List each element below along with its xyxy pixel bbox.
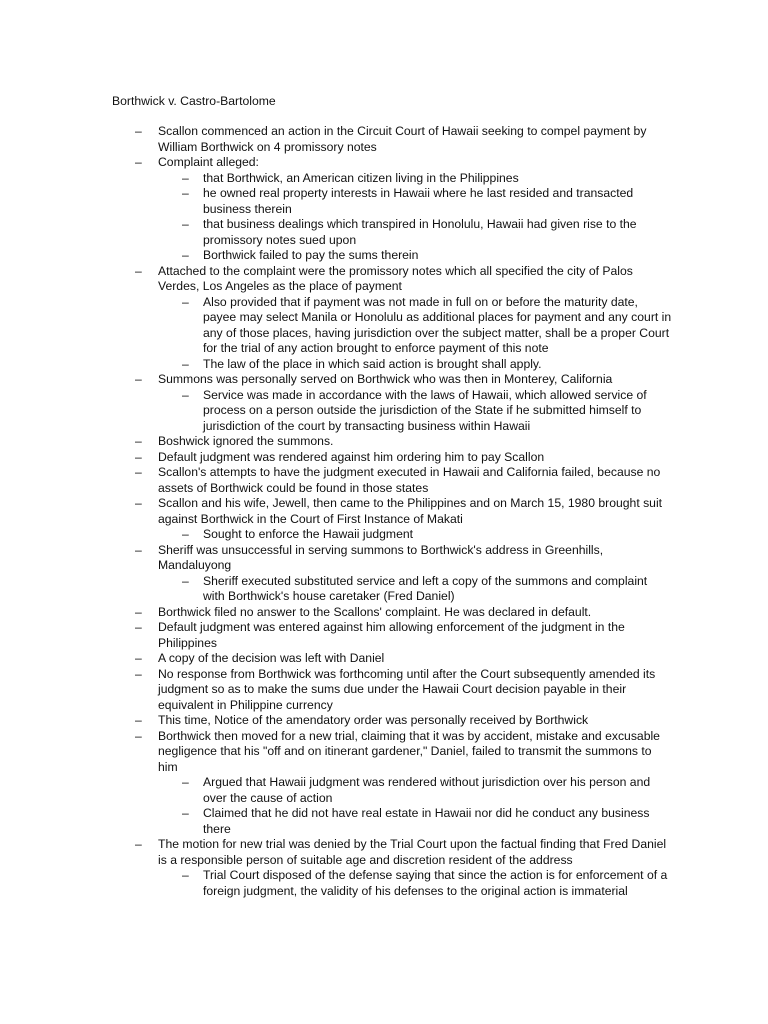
bullet-dash: – [182,573,189,588]
list-item-text: Scallon commenced an action in the Circuit Court of Hawaii seeking to compel payment by William Borthwick on 4 promissory notes [158,124,647,154]
list-item-text: Borthwick then moved for a new trial, claiming that it was by accident, mistake and excusable negligence that his "off and on itinerant gardener," Daniel, failed to transmit the summons to him [158,728,660,774]
list-item-text: Claimed that he did not have real estate in Hawaii nor did he conduct any business there [203,806,650,836]
list-item [112,124,672,155]
list-item-text: Trial Court disposed of the defense saying that since the action is for enforcement of a foreign judgment, the validity of his defenses to the original action is immaterial [203,868,668,898]
list-item [112,372,672,388]
list-item-text: Default judgment was entered against him allowing enforcement of the judgment in the Philippines [158,620,625,650]
sub-list-item [112,357,672,373]
sub-list-item [112,574,672,605]
notes-list [112,124,672,899]
list-item-text: A copy of the decision was left with Daniel [158,651,385,665]
list-item-text: Sheriff executed substituted service and left a copy of the summons and complaint with Borthwick's house caretaker (Fred Daniel) [203,573,648,603]
list-item [112,620,672,651]
list-item-text: Borthwick failed to pay the sums therein [203,248,419,262]
list-item-text: Default judgment was rendered against him ordering him to pay Scallon [158,449,545,464]
bullet-dash: – [135,263,142,278]
list-item-text: Sheriff was unsuccessful in serving summons to Borthwick's address in Greenhills, Mandaluyong [158,542,604,572]
bullet-dash: – [135,666,142,681]
sub-list-item [112,527,672,543]
list-item [112,837,672,868]
list-item-text: No response from Borthwick was forthcoming until after the Court subsequently amended its judgment so as to make the sums due under the Hawaii Court decision payable in their equivalent in Philippine currency [158,666,656,712]
list-item-text: Boshwick ignored the summons. [158,434,334,448]
list-item-text: that Borthwick, an American citizen living in the Philippines [203,170,519,185]
bullet-dash: – [135,465,142,479]
sub-list-item [112,295,672,357]
bullet-dash: – [182,248,189,262]
sub-list-item [112,775,672,806]
bullet-dash: – [182,170,189,185]
sub-list-item [112,806,672,837]
list-item [112,155,672,171]
list-item-text: Scallon and his wife, Jewell, then came to the Philippines and on March 15, 1980 brought suit against Borthwick in the Court of First Instance of Makati [158,496,663,526]
bullet-dash: – [135,651,142,665]
list-item [112,605,672,621]
bullet-dash: – [135,434,142,448]
list-item [112,264,672,295]
sub-list-item [112,388,672,435]
sub-list-item [112,186,672,217]
bullet-dash: – [182,186,189,200]
list-item [112,450,672,466]
bullet-dash: – [182,217,189,231]
bullet-dash: – [182,868,189,882]
bullet-dash: – [135,542,142,557]
bullet-dash: – [182,775,189,789]
bullet-dash: – [135,728,142,743]
list-item-text: Argued that Hawaii judgment was rendered without jurisdiction over his person and over the cause of action [203,775,651,805]
list-item-text: Scallon's attempts to have the judgment executed in Hawaii and California failed, because no assets of Borthwick could be found in those states [158,465,661,495]
list-item [112,434,672,450]
list-item-text: Also provided that if payment was not made in full on or before the maturity date, payee may select Manila or Honolulu as additional places for payment and any court in any of those places, having jurisdiction over the subject matter, shall be a proper Court for the trial of any action brought to enforce payment of this note [203,294,672,355]
list-item-text: he owned real property interests in Hawaii where he last resided and transacted business therein [203,186,634,216]
list-item [112,651,672,667]
bullet-dash: – [135,449,142,464]
list-item-text: The law of the place in which said action is brought shall apply. [203,356,542,371]
bullet-dash: – [135,155,142,169]
sub-list-item [112,248,672,264]
sub-list-item [112,171,672,187]
list-item [112,729,672,776]
list-item-text: Attached to the complaint were the promissory notes which all specified the city of Palos Verdes, Los Angeles as the place of payment [158,263,633,293]
bullet-dash: – [135,372,142,386]
bullet-dash: – [182,356,189,371]
bullet-dash: – [135,496,142,510]
bullet-dash: – [182,387,189,402]
list-item-text: Complaint alleged: [158,155,259,169]
list-item-text: that business dealings which transpired in Honolulu, Hawaii had given rise to the promissory notes sued upon [203,217,637,247]
list-item-text: Summons was personally served on Borthwick who was then in Monterey, California [158,372,613,386]
list-item [112,465,672,496]
list-item-text: Borthwick filed no answer to the Scallons' complaint. He was declared in default. [158,604,592,619]
bullet-dash: – [135,620,142,634]
list-item-text: This time, Notice of the amendatory order was personally received by Borthwick [158,713,589,727]
bullet-dash: – [135,124,142,138]
list-item-text: Service was made in accordance with the laws of Hawaii, which allowed service of process on a person outside the jurisdiction of the State if he submitted himself to jurisdiction of the court by transacting business within Hawaii [203,387,647,433]
list-item-text: Sought to enforce the Hawaii judgment [203,527,414,541]
sub-list-item [112,868,672,899]
list-item [112,496,672,527]
bullet-dash: – [135,713,142,727]
list-item [112,667,672,714]
document-title: Borthwick v. Castro-Bartolome [112,94,276,108]
list-item [112,713,672,729]
bullet-dash: – [182,527,189,541]
bullet-dash: – [182,294,189,309]
bullet-dash: – [135,837,142,851]
list-item [112,543,672,574]
list-item-text: The motion for new trial was denied by the Trial Court upon the factual finding that Fred Daniel is a responsible person of suitable age and discretion resident of the address [158,837,667,867]
sub-list-item [112,217,672,248]
bullet-dash: – [182,806,189,820]
bullet-dash: – [135,604,142,619]
